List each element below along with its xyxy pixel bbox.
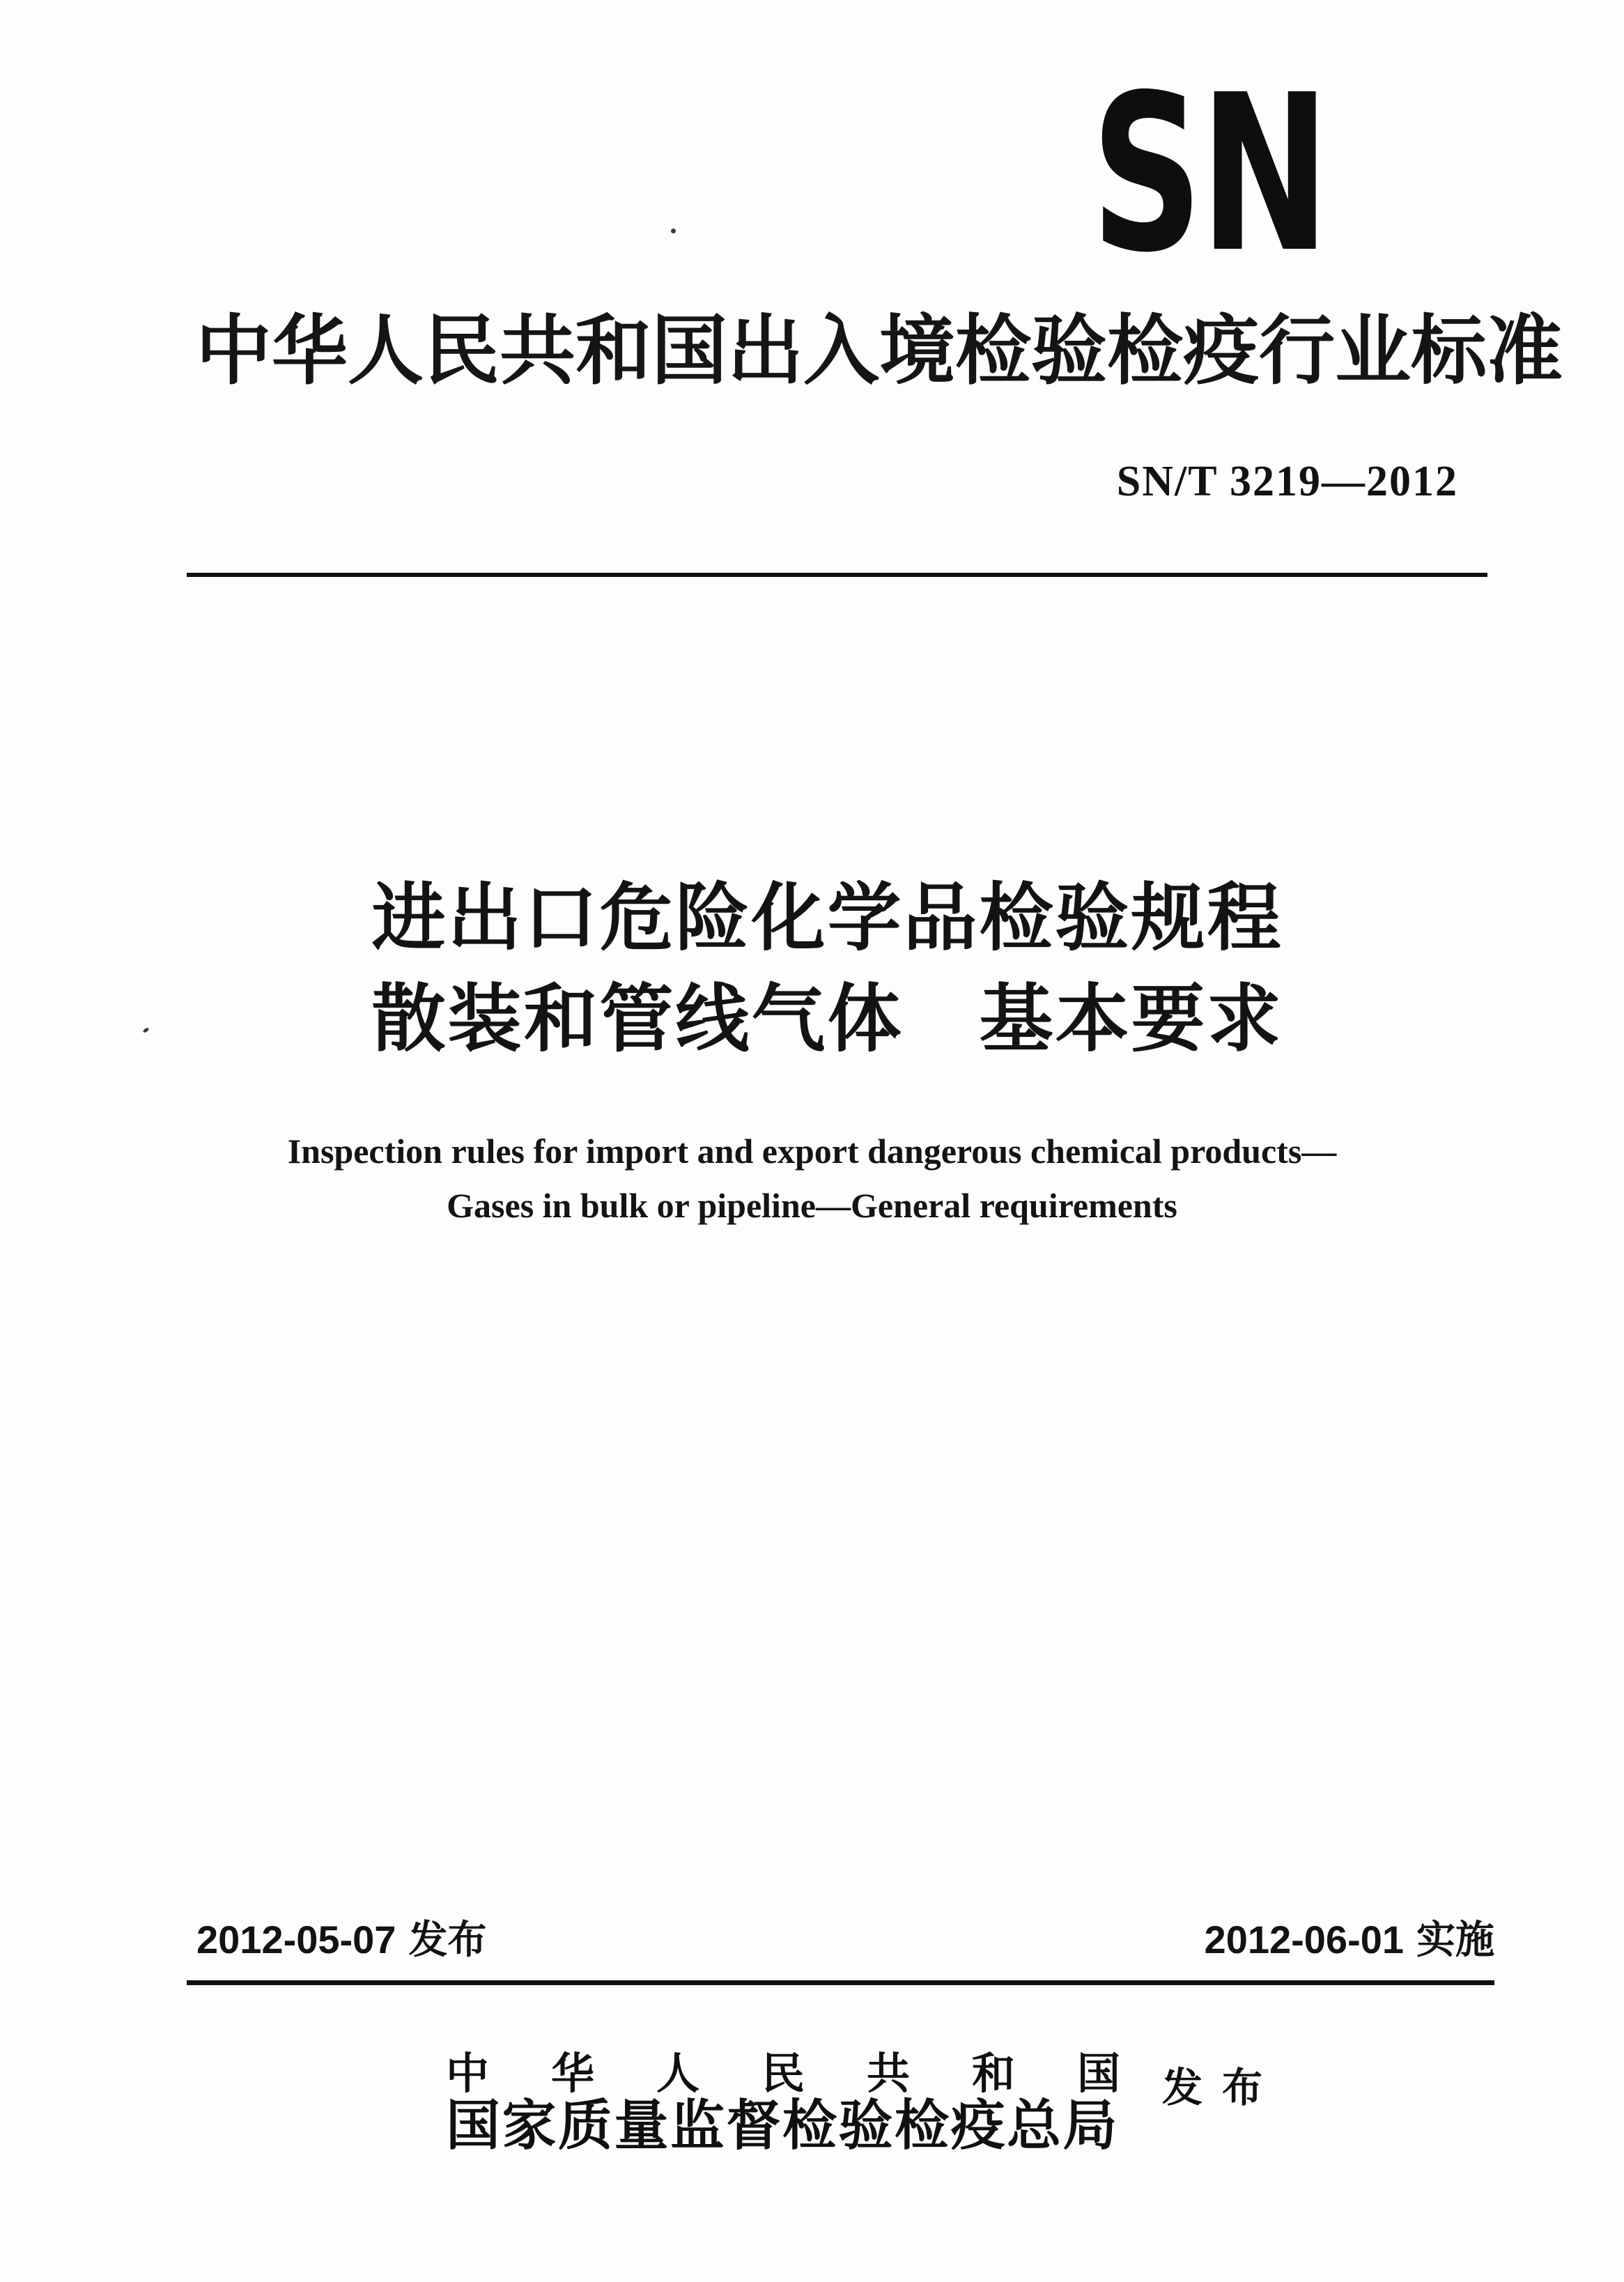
org-standard-heading: 中华人民共和国出入境检验检疫行业标准 [196,309,1563,394]
release-label: 发布 [1162,2065,1283,2111]
issue-date: 2012-05-07 [196,1918,396,1961]
issue-date-label: 发布 [408,1918,487,1961]
implement-date-label: 实施 [1416,1918,1494,1961]
masthead-divider-rule [187,573,1487,577]
scan-speck [671,229,676,233]
english-title-line-2: Gases in bulk or pipeline—General requirements [447,1186,1177,1225]
sn-logo: SN [1091,49,1327,300]
chinese-title-line-1: 进出口危险化学品检验规程 [371,877,1283,959]
chinese-title [31,868,1624,1070]
english-title [0,1124,1624,1233]
implement-date-item [1205,1920,1494,1959]
english-title-line-1: Inspection rules for import and export dangerous chemical products— [287,1132,1337,1171]
publisher-block [446,2052,1120,2154]
issue-date-item [196,1920,486,1959]
standard-number: SN/T 3219—2012 [1116,458,1458,505]
dates-row [196,1920,1494,1959]
chinese-title-line-2: 散装和管线气体 基本要求 [371,978,1283,1061]
footer-divider-rule [187,1980,1494,1985]
publisher-name-line-2: 国家质量监督检验检疫总局 [446,2095,1120,2156]
implement-date: 2012-06-01 [1204,1918,1404,1961]
publisher-name-line-1: 中华人民共和国 [446,2051,1120,2098]
